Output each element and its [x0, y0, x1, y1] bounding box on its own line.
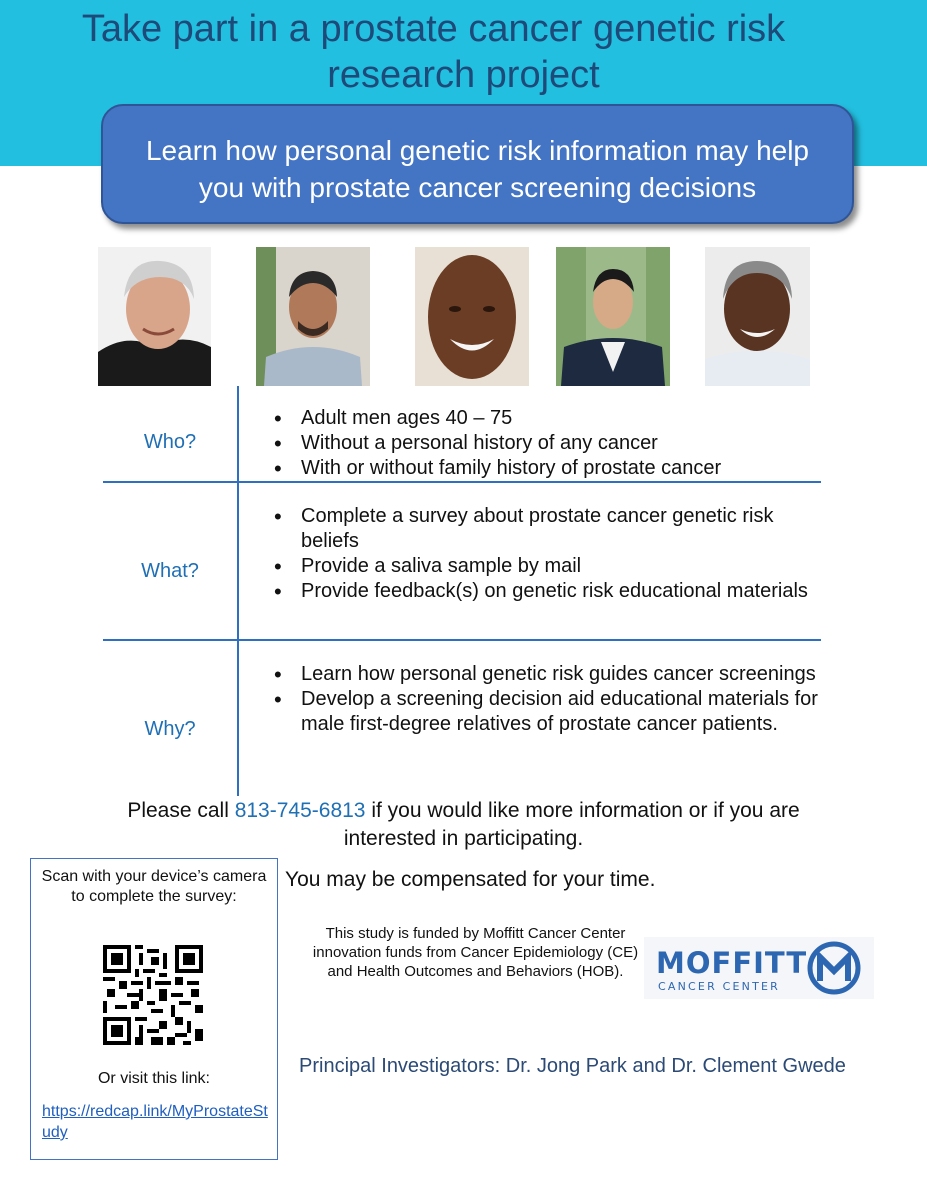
svg-text:MOFFITT: MOFFITT: [656, 946, 808, 980]
visit-link-label: Or visit this link:: [97, 1070, 210, 1087]
survey-link[interactable]: https://redcap.link/MyProstateStudy: [42, 1103, 268, 1141]
photo-man-4: [556, 247, 670, 386]
who-bullet-list: [271, 406, 831, 481]
list-item: • Without a personal history of any cancer: [271, 431, 831, 456]
principal-investigators: Principal Investigators: Dr. Jong Park and Dr. Clement Gwede: [299, 1055, 846, 1077]
list-item: • Adult men ages 40 – 75: [271, 406, 831, 431]
list-item: • Provide feedback(s) on genetic risk educational materials: [271, 579, 831, 604]
why-bullet-list: [271, 662, 831, 737]
photo-man-2: [256, 247, 370, 386]
table-divider: [103, 639, 821, 641]
list-item: • Provide a saliva sample by mail: [271, 554, 831, 579]
table-divider: [103, 481, 821, 483]
photo-man-1: [98, 247, 211, 386]
list-item: • Learn how personal genetic risk guides cancer screenings: [271, 662, 831, 687]
compensation-text: You may be compensated for your time.: [285, 868, 656, 891]
photo-man-3: [415, 247, 529, 386]
page-title: Take part in a prostate cancer genetic risk research project: [81, 8, 786, 96]
subtitle-banner: Learn how personal genetic risk information may help you with prostate cancer screening decisions: [101, 104, 854, 224]
section-label-why: Why?: [144, 718, 196, 740]
qr-code-icon[interactable]: [103, 945, 203, 1045]
list-item: • Develop a screening decision aid educational materials for male first-degree relatives of prostate cancer patients.: [271, 687, 831, 737]
table-vertical-rule: [237, 386, 239, 796]
svg-text:CANCER CENTER: CANCER CENTER: [658, 980, 780, 993]
list-item: • With or without family history of prostate cancer: [271, 456, 831, 481]
qr-code-box: [30, 858, 278, 1160]
scan-instructions: Scan with your device’s camera to complete the survey:: [41, 868, 267, 905]
list-item: • Complete a survey about prostate cancer genetic risk beliefs: [271, 504, 831, 554]
contact-text: Please call 813-745-6813 if you would like more information or if you are interested in participating.: [127, 799, 800, 850]
funding-statement: This study is funded by Moffitt Cancer Center innovation funds from Cancer Epidemiology (CE) and Health Outcomes and Behaviors (HOB).: [312, 925, 639, 980]
section-label-who: Who?: [143, 431, 197, 453]
moffitt-logo: [644, 937, 874, 999]
phone-number[interactable]: 813-745-6813: [234, 799, 366, 822]
what-bullet-list: [271, 504, 831, 604]
photo-man-5: [705, 247, 810, 386]
section-label-what: What?: [141, 560, 199, 582]
